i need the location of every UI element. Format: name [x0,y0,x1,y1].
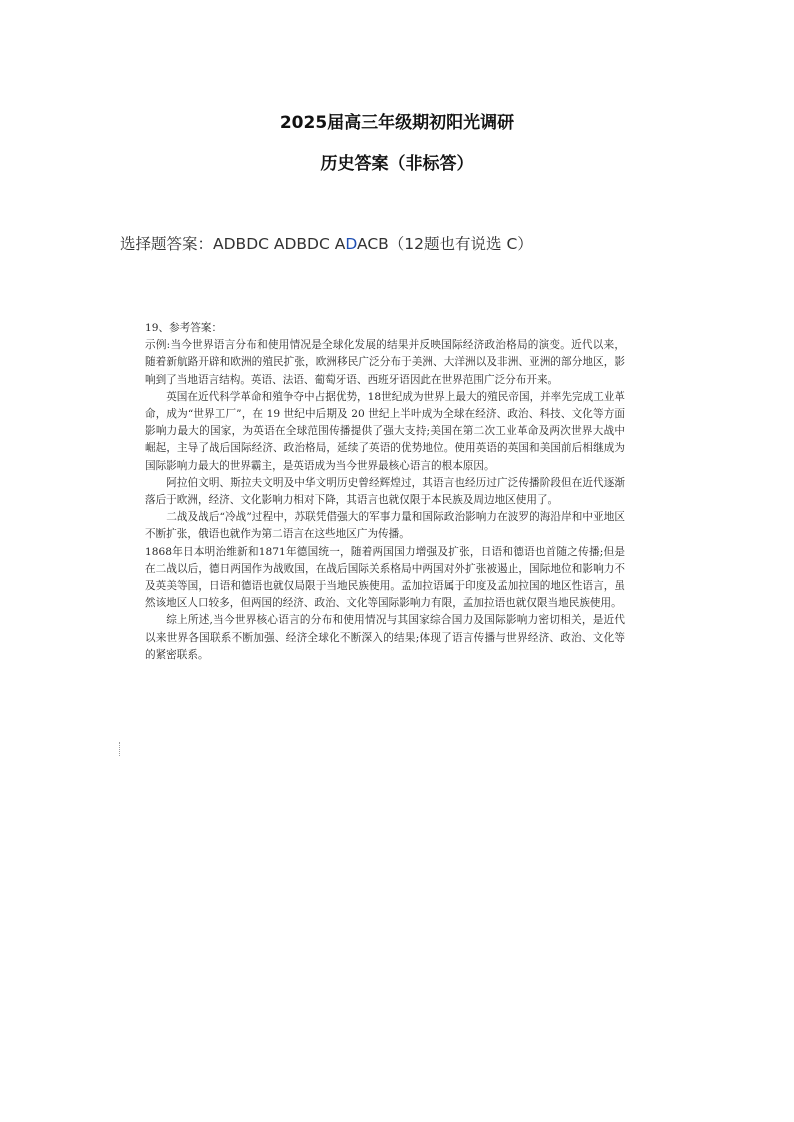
question-19-heading: 19、参考答案： [145,322,223,334]
answer-paragraph-6: 综上所述,当今世界核心语言的分布和使用情况与其国家综合国力及国际影响力密切相关，是近代以来世界各国联系不断加强、经济全球化不断深入的结果;体现了语言传播与世界经济、政治、文化等的紧密联系。 [145,614,625,661]
page-title: 2025届高三年级期初阳光调研 [279,113,515,133]
answers-sequence-part-1: ADBDC ADBDC A [213,235,346,253]
answers-sequence-part-2: ACB（12题也有说选 C） [357,235,533,253]
answer-paragraph-4: 二战及战后“冷战”过程中，苏联凭借强大的军事力量和国际政治影响力在波罗的海沿岸和中亚地区不断扩张，俄语也就作为第二语言在这些地区广为传播。 [145,511,625,541]
answer-paragraph-2: 英国在近代科学革命和殖争夺中占据优势，18世纪成为世界上最大的殖民帝国，并率先完成工业革命，成为“世界工厂”，在 19 世纪中后期及 20 世纪上半叶成为全球在经济、政治、科技、文化等方面影响力最大的国家，为英语在全球范围传播提供了强大支持;美国在第二次工业革命及两次世界大战中崛起，主导了战后国际经济、政治格局，延续了英语的优势地位。使用英语的英国和美国前后相继成为国际影响力最大的世界霸主，是英语成为当今世界最核心语言的根本原因。 [145,390,625,472]
answer-paragraph-3: 阿拉伯文明、斯拉夫文明及中华文明历史曾经辉煌过，其语言也经历过广泛传播阶段但在近代逐渐落后于欧洲，经济、文化影响力相对下降，其语言也就仅限于本民族及周边地区使用了。 [145,476,625,507]
page-subtitle: 历史答案（非标答） [320,154,474,174]
multiple-choice-answers [120,232,720,254]
question-19-answer [145,320,625,664]
text-cursor-marker [119,742,120,756]
answers-highlighted-letter: D [345,235,358,253]
answer-paragraph-5: 1868年日本明治维新和1871年德国统一，随着两国国力增强及扩张，日语和德语也首随之传播;但是在二战以后，德日两国作为战败国，在战后国际关系格局中两国对外扩张被遏止，国际地位和影响力不及英美等国，日语和德语也就仅局限于当地民族使用。孟加拉语属于印度及孟加拉国的地区性语言，虽然该地区人口较多，但两国的经济、政治、文化等国际影响力有限，孟加拉语也就仅限当地民族使用。 [145,545,625,610]
answers-label: 选择题答案： [120,235,214,253]
answer-paragraph-1: 示例:当今世界语言分布和使用情况是全球化发展的结果并反映国际经济政治格局的演变。近代以来，随着新航路开辟和欧洲的殖民扩张，欧洲移民广泛分布于美洲、大洋洲以及非洲、亚洲的部分地区，影响到了当地语言结构。英语、法语、葡萄牙语、西班牙语因此在世界范围广泛分布开来。 [145,339,625,386]
